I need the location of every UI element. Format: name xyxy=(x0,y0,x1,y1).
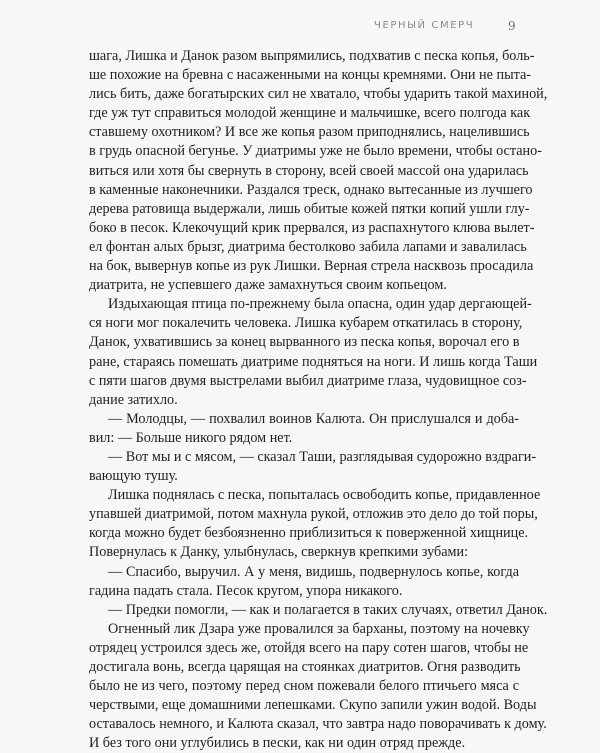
running-header xyxy=(0,20,600,40)
text-line: дание затихло. xyxy=(89,391,178,408)
text-line: Огненный лик Дзара уже провалился за барханы, поэтому на ночевку xyxy=(108,620,530,637)
text-line: ставшему охотником? И все же копья разом приподнялись, нацелившись xyxy=(89,124,530,141)
text-line: гадина падать стала. Песок кругом, упора никакого. xyxy=(89,582,403,599)
text-line: ше похожие на бревна с насаженными на концы кремнями. Они не пыта- xyxy=(89,67,532,84)
page-number: 9 xyxy=(508,19,516,33)
text-line: Лишка поднялась с песка, попыталась освободить копье, придавленное xyxy=(108,487,541,504)
text-line: И без того они углубились в пески, как ни один отряд прежде. xyxy=(89,735,466,752)
paragraph xyxy=(89,448,537,486)
text-line: с пяти шагов двумя выстрелами выбил диатриме глаза, чудовищное соз- xyxy=(89,372,527,389)
text-line: где уж тут справиться молодой женщине и мальчишке, всего полгода как xyxy=(89,105,531,122)
text-line: шага, Лишка и Данок разом выпрямились, подхватив с песка копья, боль- xyxy=(89,48,535,64)
running-title: ЧЕРНЫЙ СМЕРЧ xyxy=(374,20,475,31)
paragraph xyxy=(89,601,548,620)
text-line: Издыхающая птица по-прежнему была опасна, один удар дергающей- xyxy=(108,296,532,313)
text-line: Данок, ухватившись за конец вырванного из песка копья, ворочал его в xyxy=(89,334,520,351)
body-text xyxy=(89,47,548,753)
text-line: диатрита, не успевшего даже замахнуться своим копьецом. xyxy=(89,277,447,294)
paragraph xyxy=(89,410,519,448)
text-line: на бок, вывернув копье из рук Лишки. Верная стрела насквозь просадила xyxy=(89,258,534,275)
text-line: отрядец устроился здесь же, отойдя всего на пару сотен шагов, чтобы не xyxy=(89,639,529,656)
text-line: ране, стараясь помешать диатриме подняться на ноги. И лишь когда Таши xyxy=(89,353,538,370)
text-line: было не из чего, поэтому перед сном пожевали белого птичьего мяса с xyxy=(89,678,519,695)
paragraph xyxy=(89,563,519,601)
text-line: упавшей диатримой, потом махнула рукой, отложив это дело до той поры, xyxy=(89,506,538,523)
text-line: черствыми, еще домашними лепешками. Скупо запили ужин водой. Воды xyxy=(89,697,537,714)
text-line: вил: — Больше никого рядом нет. xyxy=(89,429,293,446)
text-line: оставалось немного, и Калюта сказал, что завтра надо поворачивать к дому. xyxy=(89,716,547,733)
text-line: дерева ратовища выдержали, лишь обитые кожей пятки копий ушли глу- xyxy=(89,200,530,217)
text-line: в грудь опасной бегунье. У диатримы уже не было времени, чтобы остано- xyxy=(89,143,542,160)
text-line: — Молодцы, — похвалил воинов Калюта. Он прислушался и доба- xyxy=(108,410,519,427)
text-line: достигала вонь, всегда царящая на стоянках диатритов. Огня разводить xyxy=(89,659,521,675)
text-line: Повернулась к Данку, улыбнулась, сверкнув крепкими зубами: xyxy=(89,544,469,561)
text-line: — Спасибо, выручил. А у меня, видишь, подвернулось копье, когда xyxy=(108,563,519,580)
paragraph xyxy=(89,47,548,295)
text-line: в каменные наконечники. Раздался треск, однако вытесанные из лучшего xyxy=(89,181,533,198)
paragraph xyxy=(89,620,547,753)
text-line: ся ноги мог покалечить человека. Лишка кубарем откатилась в сторону, xyxy=(89,315,523,332)
text-line: ел фонтан алых брызг, диатрима бестолково забила лапами и завалилась xyxy=(89,238,527,255)
text-line: — Вот мы и с мясом, — сказал Таши, разглядывая судорожно вздраги- xyxy=(108,448,537,465)
text-line: лись бить, даже богатырских сил не хватало, чтобы ударить такой махиной, xyxy=(89,86,548,103)
text-line: когда можно будет безбоязненно приблизиться к поверженной хищнице. xyxy=(89,525,529,542)
text-line: вающую тушу. xyxy=(89,468,178,485)
text-line: виться или хотя бы свернуть в сторону, всей своей массой она ударилась xyxy=(89,162,529,179)
paragraph xyxy=(89,486,541,562)
paragraph xyxy=(89,295,538,410)
text-line: боко в песок. Клекочущий крик прервался, из распахнутого клюва вылет- xyxy=(89,219,535,236)
text-line: — Предки помогли, — как и полагается в таких случаях, ответил Данок. xyxy=(108,601,548,618)
